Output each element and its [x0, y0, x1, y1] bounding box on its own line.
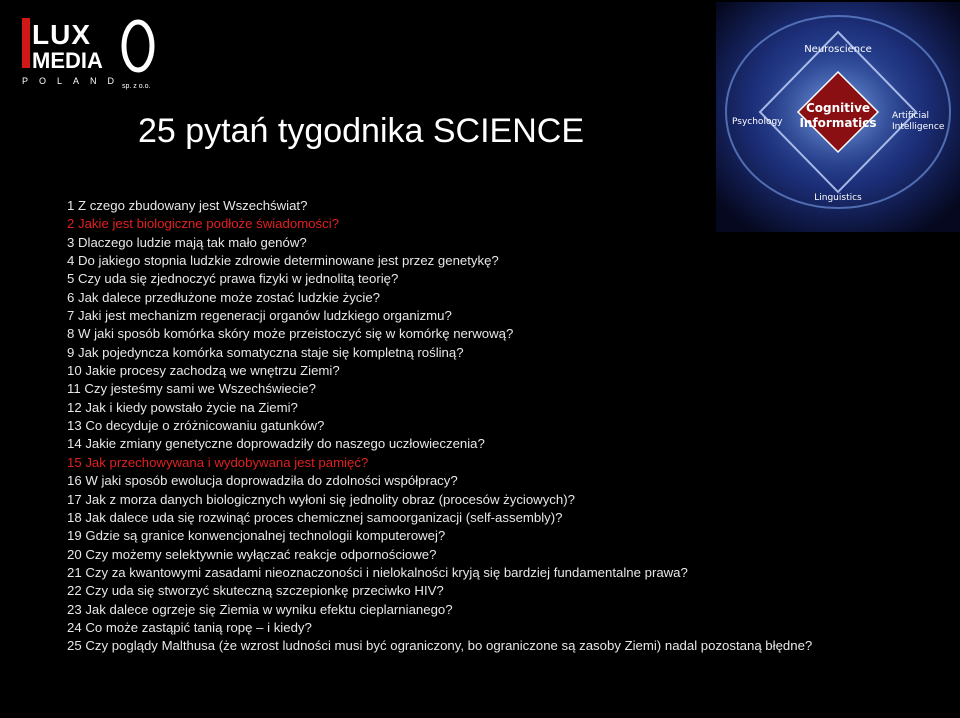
- question-item: 1 Z czego zbudowany jest Wszechświat?: [67, 198, 308, 213]
- question-item: 15 Jak przechowywana i wydobywana jest pamięć?: [67, 454, 369, 470]
- question-item: 13 Co decyduje o zróżnicowaniu gatunków?: [67, 418, 325, 434]
- question-item: 3 Dlaczego ludzie mają tak mało genów?: [67, 234, 307, 250]
- graphic-right-label-2: Intelligence: [892, 122, 945, 132]
- question-item: 4 Do jakiego stopnia ludzkie zdrowie determinowane jest przez genetykę?: [67, 253, 499, 269]
- graphic-top-label: Neuroscience: [804, 44, 872, 55]
- question-item: 6 Jak dalece przedłużone może zostać ludzkie życie?: [67, 289, 381, 305]
- question-item: 23 Jak dalece ogrzeje się Ziemia w wyniku efektu cieplarnianego?: [67, 601, 453, 617]
- question-item: 20 Czy możemy selektywnie wyłączać reakcje odpornościowe?: [67, 546, 437, 562]
- graphic-right-label-1: Artificial: [892, 111, 930, 121]
- svg-text:POLAND: POLAND: [22, 76, 126, 86]
- question-item: 8 W jaki sposób komórka skóry może przeistoczyć się w komórkę nerwową?: [67, 326, 514, 342]
- graphic-bottom-label: Linguistics: [814, 193, 862, 203]
- svg-text:LUX: LUX: [32, 19, 91, 50]
- graphic-center-label-1: Cognitive: [805, 101, 871, 115]
- question-item: 10 Jakie procesy zachodzą we wnętrzu Ziemi?: [67, 363, 340, 379]
- question-item: 22 Czy uda się stworzyć skuteczną szczepionkę przeciwko HIV?: [67, 583, 444, 599]
- lux-media-logo: [18, 14, 158, 90]
- question-item: 18 Jak dalece uda się rozwinąć proces chemicznej samoorganizacji (self-assembly)?: [67, 509, 563, 525]
- question-list: [67, 197, 960, 656]
- svg-text:sp. z o.o.: sp. z o.o.: [122, 83, 151, 90]
- question-item: 21 Czy za kwantowymi zasadami nieoznaczoności i nielokalności kryją się bardziej fundamentalne prawa?: [67, 564, 688, 580]
- graphic-center-label-2: Informatics: [799, 116, 877, 130]
- question-item: 19 Gdzie są granice konwencjonalnej technologii komputerowej?: [67, 528, 446, 544]
- question-item: 2 Jakie jest biologiczne podłoże świadomości?: [67, 216, 339, 232]
- question-item: 11 Czy jesteśmy sami we Wszechświecie?: [67, 381, 316, 397]
- question-item: 9 Jak pojedyncza komórka somatyczna staje się kompletną rośliną?: [67, 344, 464, 360]
- graphic-left-label: Psychology: [732, 117, 783, 127]
- question-item: 7 Jaki jest mechanizm regeneracji organów ludzkiego organizmu?: [67, 308, 452, 324]
- question-item: 12 Jak i kiedy powstało życie na Ziemi?: [67, 399, 298, 415]
- question-item: 14 Jakie zmiany genetyczne doprowadziły do naszego uczłowieczenia?: [67, 436, 485, 452]
- question-item: 16 W jaki sposób ewolucja doprowadziła do zdolności współpracy?: [67, 473, 458, 489]
- svg-text:MEDIA: MEDIA: [32, 48, 103, 73]
- page-title: 25 pytań tygodnika SCIENCE: [138, 112, 585, 150]
- question-item: 25 Czy poglądy Malthusa (że wzrost ludności musi być ograniczony, bo ograniczone są zasoby Ziemi) nadal pozostaną błędne?: [67, 638, 813, 654]
- question-item: 5 Czy uda się zjednoczyć prawa fizyki w jednolitą teorię?: [67, 271, 399, 287]
- question-item: 17 Jak z morza danych biologicznych wyłoni się jednolity obraz (procesów życiowych)?: [67, 491, 575, 507]
- question-item: 24 Co może zastąpić tanią ropę – i kiedy?: [67, 619, 312, 635]
